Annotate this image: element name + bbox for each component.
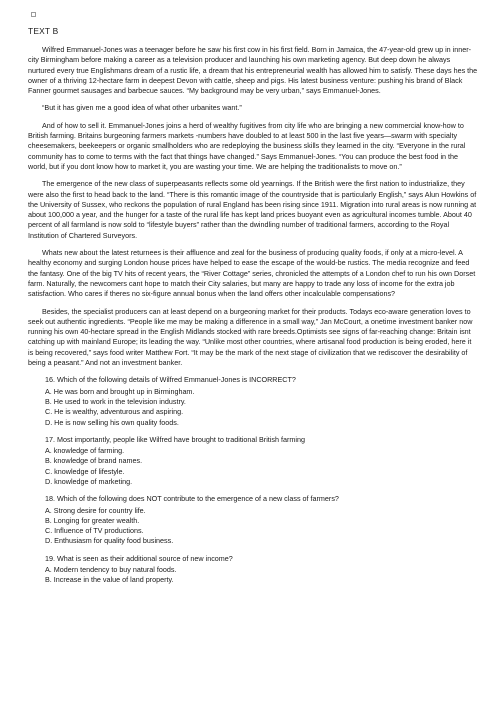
paragraph: Whats new about the latest returnees is their affluence and zeal for the business of producing quality foods, if only at a micro-level. A healthy economy and surging London house prices have helped to ease the escape of the would-be rustics. The media recognize and feed the fantasy. One of the big TV hits of recent years, the “River Cottage” series, chronicled the attempts of a London chef to run his own Dorset farm. Naturally, the newcomers cant hope to match their City salaries, but many are happy to trade any loss of income for the extra job satisfaction. Who cares if theres no six-figure annual bonus when the land offers other incalculable compensations?: [28, 248, 476, 299]
question-stem: 18. Which of the following does NOT contribute to the emergence of a new class of farmers?: [45, 494, 339, 504]
answer-option: B. knowledge of brand names.: [45, 456, 143, 466]
answer-option: D. knowledge of marketing.: [45, 476, 133, 486]
paragraph: Besides, the specialist producers can at least depend on a burgeoning market for their products. Todays eco-aware generation loves to seek out authentic ingredients. “People like me may be making a difference in a small way,” Jan McCourt, a onetime investment banker now running his own 40-hectare spread in the English Midlands stocked with rare breeds.Optimists see signs of far-reaching change: Britain isnt catching up with mainland Europe; its leading the way. “Unlike most other countries, where artisanal food production is being eroded, here it is being recovered,” says food writer Matthew Fort. “It may be the mark of the next stage of civilization that we rediscover the desirability of being a peasant.” And not an investment banker.: [28, 306, 473, 368]
paragraph: Wilfred Emmanuel-Jones was a teenager before he saw his first cow in his first field. Born in Jamaica, the 47-year-old grew up in inner-city Birmingham before making a career as a television producer and launching his own marketing agency. But deep down he always nurtured every true Englishmans dream of a rustic life, a dream that his entrepreneurial wealth has allowed him to satisfy. These days hes the owner of a thriving 12-hectare farm in deepest Devon with cattle, sheep and pigs. His latest business venture: pushing his brand of Black Fanner gourmet sausages and barbecue sauces. “My background may be very urban,” says Emmanuel-Jones.: [28, 45, 478, 96]
answer-option: B. He used to work in the television industry.: [45, 396, 186, 406]
paragraph: And of how to sell it. Emmanuel-Jones joins a herd of wealthy fugitives from city life who are bringing a new commercial know-how to British farming. Britains burgeoning farmers markets -numbers have doubled to at least 500 in the last five years—swarm with specialty cheesemakers, beekeepers or organic smallholders who are redeploying the business skills they learned in the city. “Everyone in the rural community has to come to terms with the fact that things have changed.” Says Emmanuel-Jones. “You can produce the best food in the world, but if you dont know how to market it, you are wasting your time. We are helping the traditionalists to move on.”: [28, 120, 466, 171]
paragraph: The emergence of the new class of superpeasants reflects some old yearnings. If the British were the first nation to industrialize, they were also the first to head back to the land. “There is this romantic image of the countryside that is particularly English,” says Alun Howkins of the University of Sussex, who reckons the population of rural England has been rising since 1911. Migration into rural areas is now running at about 100,000 a year, and the hunger for a taste of the rural life has kept land prices buoyant even as agricultural incomes tumble. About 40 percent of all farmland is now sold to “lifestyle buyers” rather than the dwindling number of traditional farmers, according to the Royal Institution of Chartered Surveyors.: [28, 179, 477, 240]
question-18: [45, 494, 478, 546]
answer-option: B. Longing for greater wealth.: [45, 515, 140, 525]
answer-option: C. knowledge of lifestyle.: [45, 466, 125, 476]
question-19: [45, 554, 478, 586]
question-16: [45, 375, 478, 427]
paragraph: “But it has given me a good idea of what other urbanites want.”: [42, 103, 242, 113]
answer-option: A. Strong desire for country life.: [45, 505, 146, 515]
question-stem: 17. Most importantly, people like Wilfred have brought to traditional British farming: [45, 434, 305, 444]
question-stem: 19. What is seen as their additional source of new income?: [45, 553, 233, 563]
answer-option: A. knowledge of farming.: [45, 446, 125, 456]
answer-option: C. He is wealthy, adventurous and aspiring.: [45, 407, 184, 417]
answer-option: A. He was born and brought up in Birmingham.: [45, 386, 195, 396]
answer-option: A. Modern tendency to buy natural foods.: [45, 565, 177, 575]
answer-option: B. Increase in the value of land property.: [45, 575, 174, 585]
question-17: [45, 435, 478, 487]
page-marker-icon: [31, 12, 36, 17]
section-heading: TEXT B: [28, 26, 59, 36]
answer-option: D. He is now selling his own quality foods.: [45, 417, 179, 427]
answer-option: D. Enthusiasm for quality food business.: [45, 536, 174, 546]
answer-option: C. Influence of TV productions.: [45, 526, 144, 536]
question-stem: 16. Which of the following details of Wilfred Emmanuel-Jones is INCORRECT?: [45, 375, 296, 385]
